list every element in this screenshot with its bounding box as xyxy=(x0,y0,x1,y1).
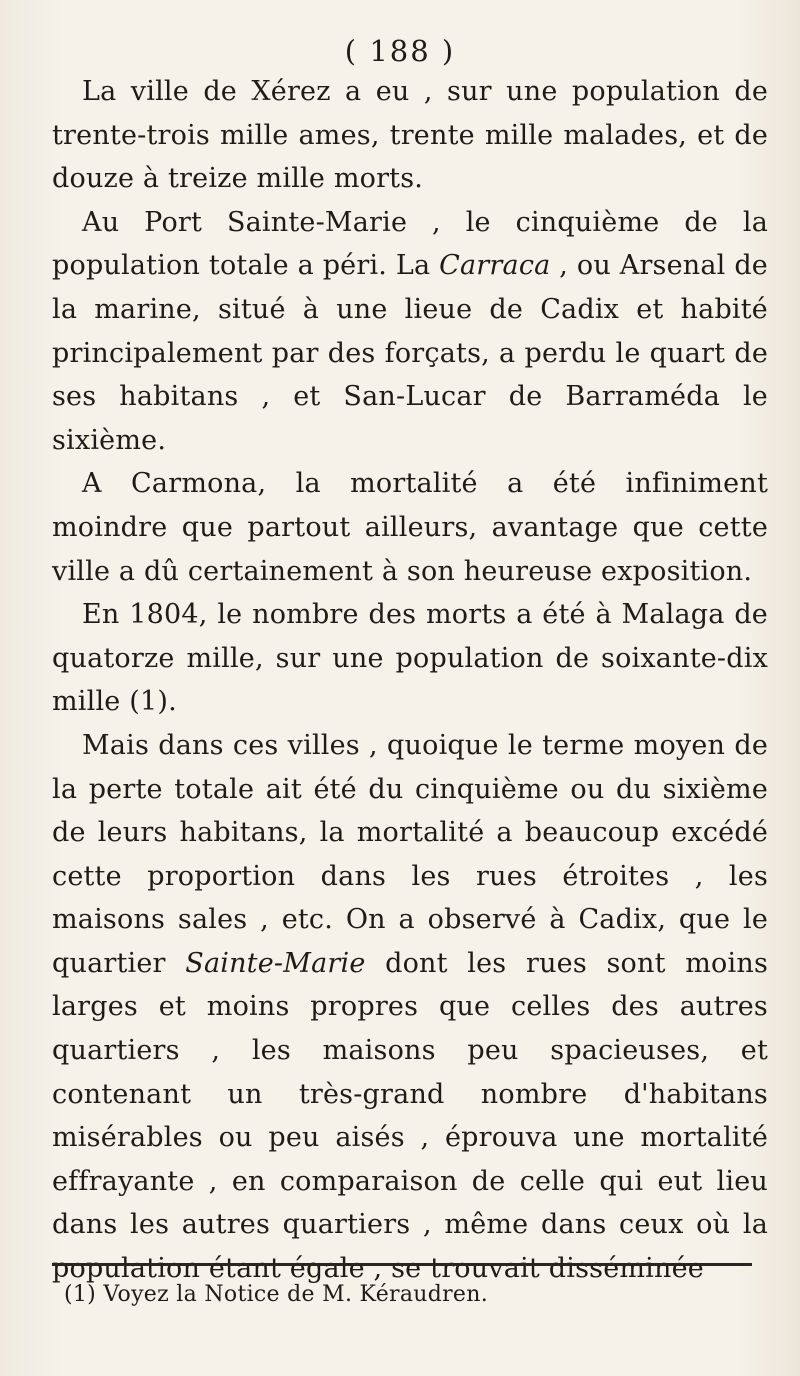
paragraph-text: En 1804, le nombre des morts a été à Malaga de quatorze mille, sur une population de soixante-dix mille (1). xyxy=(52,599,768,718)
footnote-separator xyxy=(52,1263,752,1266)
paragraph-text: La ville de Xérez a eu , sur une population de trente-trois mille ames, trente mille malades, et de douze à treize mille morts. xyxy=(52,76,768,195)
paragraph-text: A Carmona, la mortalité a été infiniment moindre que partout ailleurs, avantage que cette ville a dû certainement à son heureuse exposition. xyxy=(52,468,768,587)
paragraph-text: , ou Arsenal de la marine, situé à une lieue de Cadix et habité principalement par des forçats, a perdu le quart de ses habitans , et San-Lucar de Barraméda le sixième. xyxy=(52,250,768,456)
paragraph-text: Au Port Sainte-Marie , le cinquième de la population totale a péri. La xyxy=(52,206,768,282)
paragraph-carmona xyxy=(52,462,768,593)
paragraph-xerez xyxy=(52,70,768,201)
italic-quarter-name: Sainte-Marie xyxy=(185,947,366,979)
paragraph-text: dont les rues sont moins larges et moins propres que celles des autres quartiers , les maisons peu spacieuses, et contenant un très-grand nombre d'habitans misérables ou peu aisés , éprouva une mortalité effrayante , en comparaison de celle qui eut lieu dans les autres quartiers , même dans ceux où la population étant égale , se trouvait disséminée xyxy=(52,947,768,1285)
paragraph-port-sainte-marie xyxy=(52,201,768,463)
paragraph-text: Mais dans ces villes , quoique le terme moyen de la perte totale ait été du cinquième ou du sixième de leurs habitans, la mortalité a beaucoup excédé cette proportion dans les rues étroites , les maisons sales , etc. On a observé à Cadix, que le quartier xyxy=(52,729,768,979)
paragraph-mortality xyxy=(52,724,768,1291)
italic-place-name: Carraca xyxy=(439,250,551,282)
footnote: (1) Voyez la Notice de M. Kéraudren. xyxy=(64,1282,489,1307)
body-text xyxy=(52,70,768,1291)
paragraph-malaga xyxy=(52,593,768,724)
page-number: ( 188 ) xyxy=(344,34,456,68)
